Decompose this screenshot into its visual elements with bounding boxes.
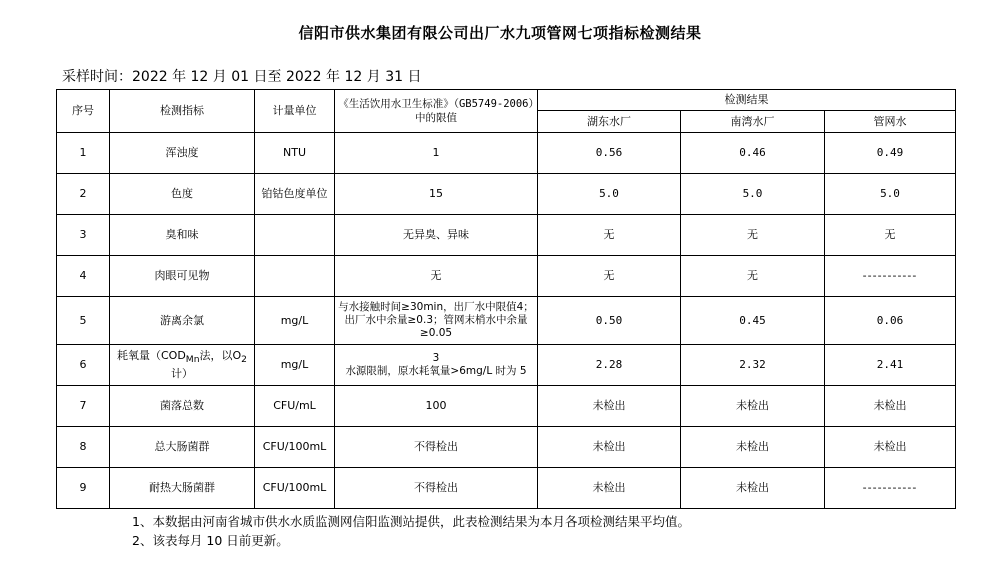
table-row	[57, 133, 956, 174]
row-limit: 不得检出	[335, 468, 538, 509]
row-network: -----------	[825, 468, 956, 509]
table-row	[57, 386, 956, 427]
table-row	[57, 345, 956, 386]
table-row	[57, 174, 956, 215]
page-title: 信阳市供水集团有限公司出厂水九项管网七项指标检测结果	[298, 24, 702, 42]
row-hudong: 5.0	[538, 174, 681, 215]
row-no: 3	[57, 215, 110, 256]
header-unit: 计量单位	[255, 90, 335, 133]
row-indicator: 浑浊度	[110, 133, 255, 174]
footnotes	[132, 512, 690, 550]
header-network: 管网水	[825, 111, 956, 133]
row-nanwan: 无	[681, 256, 825, 297]
row-unit: CFU/100mL	[255, 468, 335, 509]
row-hudong: 2.28	[538, 345, 681, 386]
row-unit	[255, 215, 335, 256]
row-nanwan: 无	[681, 215, 825, 256]
row-limit: 与水接触时间≥30min，出厂水中限值4；出厂水中余量≥0.3；管网末梢水中余量≥0.05	[335, 297, 538, 345]
table-row	[57, 256, 956, 297]
row-nanwan: 0.46	[681, 133, 825, 174]
row-nanwan: 未检出	[681, 386, 825, 427]
row-hudong: 未检出	[538, 468, 681, 509]
row-indicator: 菌落总数	[110, 386, 255, 427]
row-hudong: 无	[538, 215, 681, 256]
row-hudong: 未检出	[538, 386, 681, 427]
row-no: 6	[57, 345, 110, 386]
row-unit: NTU	[255, 133, 335, 174]
row-indicator: 总大肠菌群	[110, 427, 255, 468]
header-limit: 《生活饮用水卫生标准》（GB5749-2006）中的限值	[335, 90, 538, 133]
row-hudong: 0.50	[538, 297, 681, 345]
row-unit: CFU/mL	[255, 386, 335, 427]
table-row	[57, 215, 956, 256]
row-network: -----------	[825, 256, 956, 297]
row-network: 未检出	[825, 386, 956, 427]
row-no: 4	[57, 256, 110, 297]
row-limit: 100	[335, 386, 538, 427]
header-nanwan: 南湾水厂	[681, 111, 825, 133]
row-network: 0.49	[825, 133, 956, 174]
row-hudong: 未检出	[538, 427, 681, 468]
table-row	[57, 468, 956, 509]
row-network: 5.0	[825, 174, 956, 215]
row-network: 2.41	[825, 345, 956, 386]
table-row	[57, 297, 956, 345]
row-indicator: 耗氧量（$COD_{Mn}$法，以$O_2$计）	[110, 345, 255, 386]
row-hudong: 无	[538, 256, 681, 297]
row-nanwan: 0.45	[681, 297, 825, 345]
row-nanwan: 未检出	[681, 427, 825, 468]
row-nanwan: 5.0	[681, 174, 825, 215]
row-indicator: 色度	[110, 174, 255, 215]
table-row	[57, 427, 956, 468]
row-limit: 3 水源限制，原水耗氧量>6mg/L 时为 5	[335, 345, 538, 386]
row-indicator: 游离余氯	[110, 297, 255, 345]
row-limit: 15	[335, 174, 538, 215]
row-unit: mg/L	[255, 297, 335, 345]
sampling-period: 采样时间：2022 年 12 月 01 日至 2022 年 12 月 31 日	[62, 69, 422, 85]
row-no: 8	[57, 427, 110, 468]
row-limit: 不得检出	[335, 427, 538, 468]
row-unit: CFU/100mL	[255, 427, 335, 468]
row-network: 0.06	[825, 297, 956, 345]
row-no: 1	[57, 133, 110, 174]
row-no: 2	[57, 174, 110, 215]
header-no: 序号	[57, 90, 110, 133]
row-limit: 无异臭、异味	[335, 215, 538, 256]
row-network: 未检出	[825, 427, 956, 468]
row-nanwan: 未检出	[681, 468, 825, 509]
row-indicator: 耐热大肠菌群	[110, 468, 255, 509]
row-no: 9	[57, 468, 110, 509]
header-hudong: 湖东水厂	[538, 111, 681, 133]
row-no: 7	[57, 386, 110, 427]
header-results: 检测结果	[538, 90, 956, 111]
row-indicator: 臭和味	[110, 215, 255, 256]
header-indicator: 检测指标	[110, 90, 255, 133]
row-hudong: 0.56	[538, 133, 681, 174]
row-nanwan: 2.32	[681, 345, 825, 386]
row-no: 5	[57, 297, 110, 345]
row-limit: 1	[335, 133, 538, 174]
results-table	[56, 89, 956, 509]
footnote: 1、本数据由河南省城市供水水质监测网信阳监测站提供，此表检测结果为本月各项检测结果平均值。	[132, 514, 690, 529]
row-unit: mg/L	[255, 345, 335, 386]
row-indicator: 肉眼可见物	[110, 256, 255, 297]
row-unit: 铂钴色度单位	[255, 174, 335, 215]
footnote: 2、该表每月 10 日前更新。	[132, 533, 289, 548]
row-unit	[255, 256, 335, 297]
row-limit: 无	[335, 256, 538, 297]
row-network: 无	[825, 215, 956, 256]
